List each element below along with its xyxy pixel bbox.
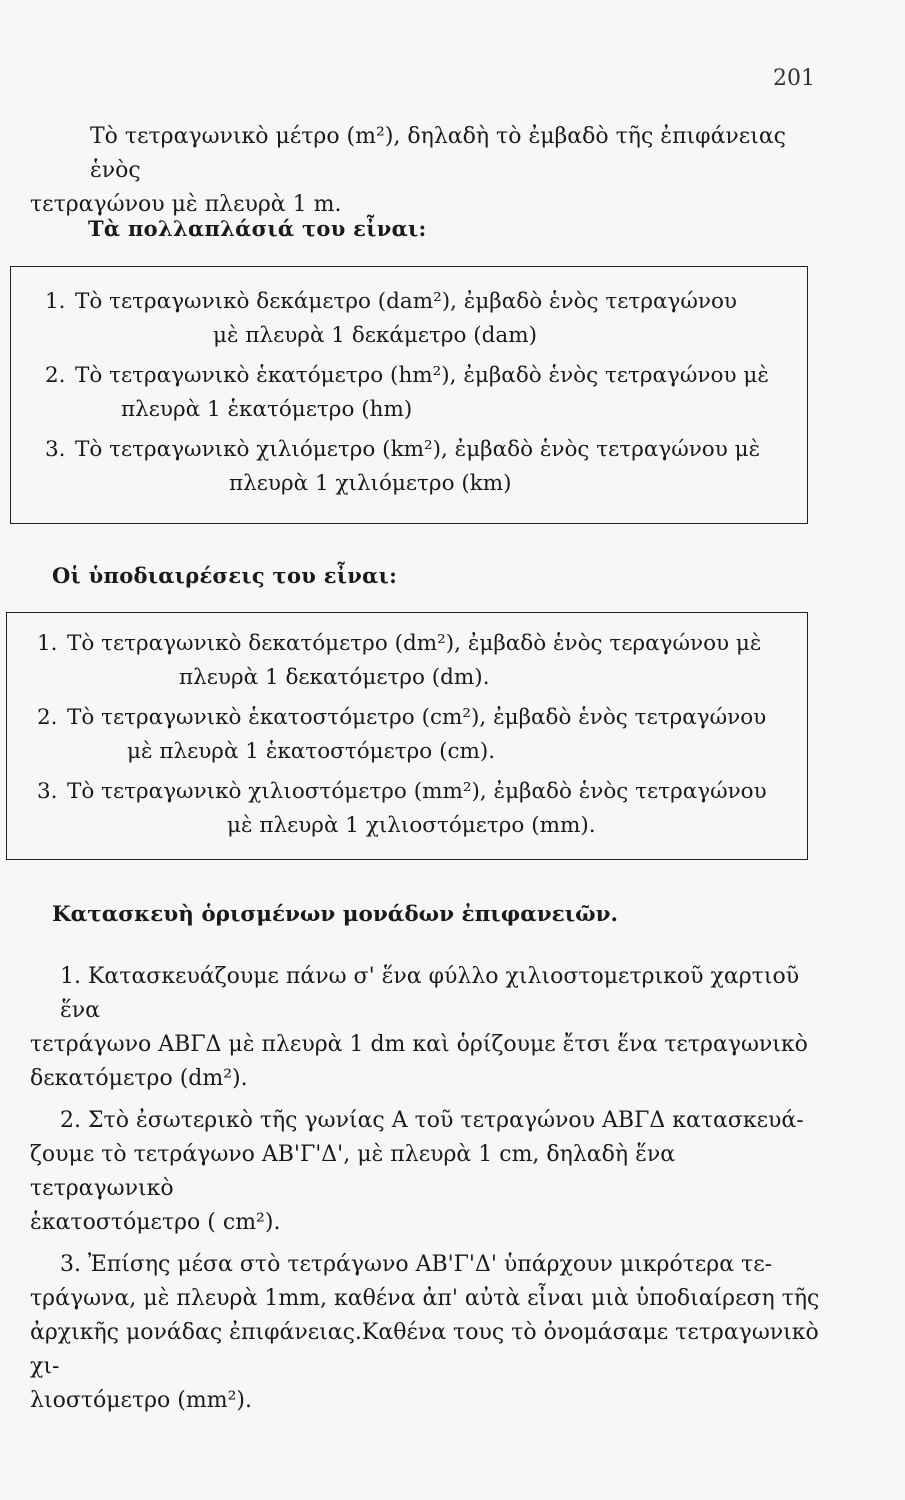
paragraph [30, 1104, 820, 1240]
item-line: μὲ πλευρὰ 1 δεκάμετρο (dam) [213, 323, 538, 348]
item-line: Τὸ τετραγωνικὸ δεκάμετρο (dam²), ἐμβαδὸ ἑνὸς τετραγώνου [75, 289, 737, 314]
item-number: 2. [45, 363, 66, 388]
list-item [45, 359, 787, 427]
item-line: Τὸ τετραγωνικὸ ἑκατόμετρο (hm²), ἐμβαδὸ ἑνὸς τετραγώνου μὲ [75, 363, 769, 388]
paragraph-line: 2. Στὸ ἐσωτερικὸ τῆς γωνίας Α τοῦ τετραγώνου ΑΒΓΔ κατασκευά- [60, 1108, 804, 1133]
paragraph-line: τετράγωνο ΑΒΓΔ μὲ πλευρὰ 1 dm καὶ ὁρίζουμε ἔτσι ἕνα τετραγωνικὸ [30, 1032, 808, 1057]
paragraph [30, 1248, 820, 1418]
item-line: Τὸ τετραγωνικὸ ἑκατοστόμετρο (cm²), ἐμβαδὸ ἑνὸς τετραγώνου [67, 705, 767, 730]
item-number: 3. [45, 437, 66, 462]
item-line: μὲ πλευρὰ 1 ἑκατοστόμετρο (cm). [127, 739, 496, 764]
list-item [45, 285, 787, 353]
item-line: μὲ πλευρὰ 1 χιλιοστόμετρο (mm). [227, 813, 596, 838]
construction-heading: Κατασκευὴ ὁρισμένων μονάδων ἐπιφανειῶν. [52, 902, 619, 927]
construction-body [30, 960, 820, 1426]
list-item [37, 627, 787, 695]
intro-line: τετραγώνου μὲ πλευρὰ 1 m. [30, 192, 342, 217]
item-line: Τὸ τετραγωνικὸ δεκατόμετρο (dm²), ἐμβαδὸ ἑνὸς τεραγώνου μὲ [67, 631, 762, 656]
paragraph-line: τράγωνα, μὲ πλευρὰ 1mm, καθένα ἀπ' αὐτὰ εἶναι μιὰ ὑποδιαίρεση τῆς [30, 1286, 820, 1311]
item-line: πλευρὰ 1 χιλιόμετρο (km) [229, 471, 512, 496]
paragraph-line: 1. Κατασκευάζουμε πάνω σ' ἕνα φύλλο χιλιοστομετρικοῦ χαρτιοῦ ἕνα [60, 964, 800, 1023]
paragraph-line: ζουμε τὸ τετράγωνο ΑΒ'Γ'Δ', μὲ πλευρὰ 1 cm, δηλαδὴ ἕνα τετραγωνικὸ [30, 1142, 676, 1201]
item-line: πλευρὰ 1 δεκατόμετρο (dm). [179, 665, 490, 690]
item-number: 3. [37, 779, 58, 804]
multiples-heading: Τὰ πολλαπλάσιά του εἶναι: [88, 216, 427, 241]
list-item [37, 775, 787, 843]
subdivisions-heading: Οἱ ὑποδιαιρέσεις του εἶναι: [52, 563, 398, 588]
paragraph [30, 960, 820, 1096]
paragraph-line: 3. Ἐπίσης μέσα στὸ τετράγωνο ΑΒ'Γ'Δ' ὑπάρχουν μικρότερα τε- [60, 1252, 773, 1277]
paragraph-line: ἀρχικῆς μονάδας ἐπιφάνειας.Καθένα τους τὸ ὀνομάσαμε τετραγωνικὸ χι- [30, 1320, 819, 1379]
paragraph-line: ἑκατοστόμετρο ( cm²). [30, 1210, 281, 1235]
list-item [37, 701, 787, 769]
item-line: Τὸ τετραγωνικὸ χιλιόμετρο (km²), ἐμβαδὸ ἑνὸς τετραγώνου μὲ [75, 437, 761, 462]
subdivisions-box [6, 612, 808, 860]
intro-paragraph [30, 120, 820, 222]
paragraph-line: λιοστόμετρο (mm²). [30, 1388, 252, 1413]
multiples-box [10, 266, 808, 524]
paragraph-line: δεκατόμετρο (dm²). [30, 1066, 248, 1091]
item-line: πλευρὰ 1 ἑκατόμετρο (hm) [121, 397, 413, 422]
item-number: 1. [45, 289, 66, 314]
intro-line: Τὸ τετραγωνικὸ μέτρο (m²), δηλαδὴ τὸ ἐμβαδὸ τῆς ἐπιφάνειας ἑνὸς [90, 124, 786, 183]
item-number: 1. [37, 631, 58, 656]
page-number: 201 [773, 66, 815, 91]
item-number: 2. [37, 705, 58, 730]
list-item [45, 433, 787, 501]
item-line: Τὸ τετραγωνικὸ χιλιοστόμετρο (mm²), ἐμβαδὸ ἑνὸς τετραγώνου [67, 779, 767, 804]
